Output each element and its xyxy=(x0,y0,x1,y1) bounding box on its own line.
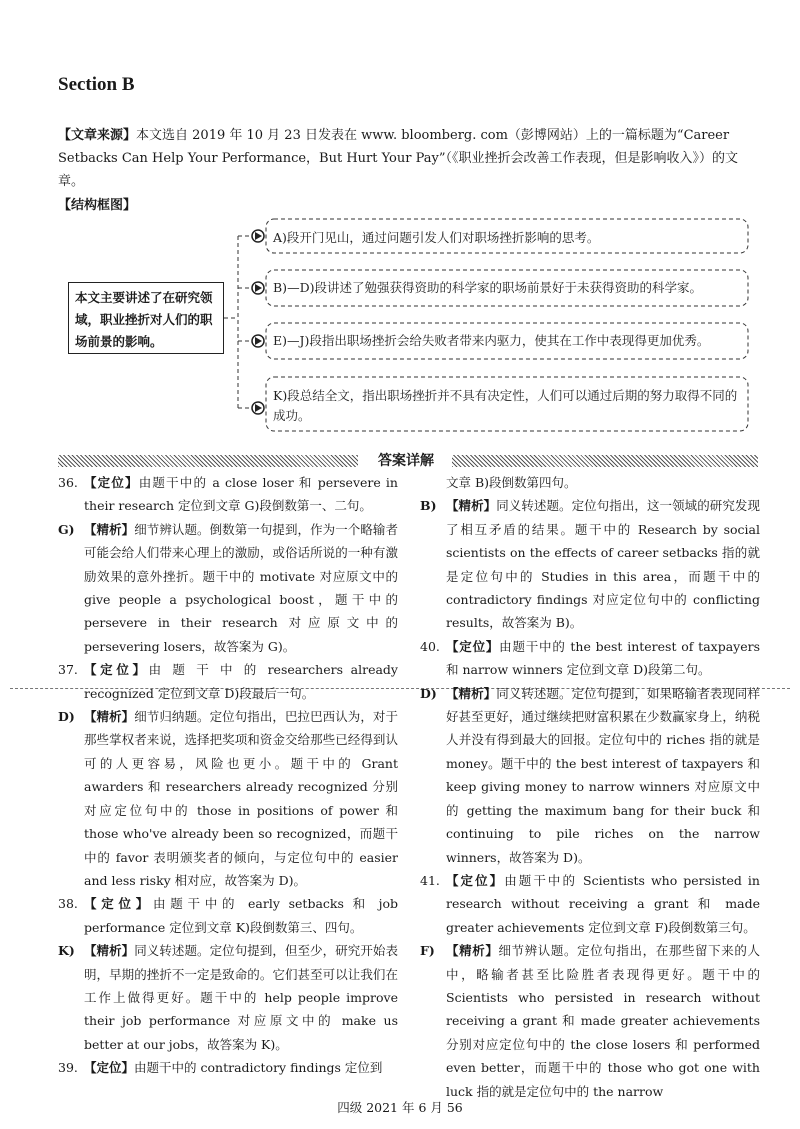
header-hatch-left xyxy=(58,455,358,467)
branch-b-d: B)—D)段讲述了勉强获得资助的科学家的职场前景好于未获得资助的科学家。 xyxy=(273,280,702,295)
answer-item: 38. 【定位】由题干中的 early setbacks 和 job performance 定位到文章 K)段倒数第三、四句。 xyxy=(58,896,398,935)
right-column xyxy=(420,471,760,1103)
source-label: 【文章来源】 xyxy=(58,128,137,143)
answer-item: 39. 【定位】由题干中的 contradictory findings 定位到 xyxy=(58,1060,383,1076)
answer-item: G) 【精析】细节辨认题。倒数第一句提到，作为一个略输者可能会给人们带来心理上的激励，或俗话所说的一种有激励效果的意外挫折。题干中的 motivate 对应原文中的 give people a psychological boost，题干中的 persevere in their research 对应原文中的 persevering losers，故答案为 G)。 xyxy=(58,521,398,654)
source-text: 本文选自 2019 年 10 月 23 日发表在 www. bloomberg. com（彭博网站）上的一篇标题为“Career Setbacks Can Help Your Performance，But Hurt Your Pay”（《职业挫折会改善工作表现，但是影响收入》）的文章。 xyxy=(58,128,739,189)
answers-header xyxy=(58,452,758,468)
answer-item: D) 【精析】细节归纳题。定位句指出，巴拉巴西认为，对于那些掌权者来说，选择把奖项和资金交给那些已经得到认可的人更容易，风险也更小。题干中的 Grant awarders 和 researchers already recognized 分别对应定位句中的 those in positions of power 和 those who've already been so recognized，而题干中的 favor 表明颁奖者的倾向，与定位句中的 easier and less risky 相对应，故答案为 D)。 xyxy=(58,709,398,888)
branch-a: A)段开门见山，通过问题引发人们对职场挫折影响的思考。 xyxy=(273,230,600,245)
main-idea-box: 本文主要讲述了在研究领域，职业挫折对人们的职场前景的影响。 xyxy=(68,282,224,354)
answer-item: 37. 【定位】由 题 干 中 的 researchers already recognized 定位到文章 D)段最后一句。 xyxy=(58,662,398,701)
answer-item: 文章 B)段倒数第四句。 xyxy=(446,475,577,490)
article-source xyxy=(58,124,758,193)
answer-item: 40. 【定位】由题干中的 the best interest of taxpayers 和 narrow winners 定位到文章 D)段第二句。 xyxy=(420,638,760,678)
header-hatch-right xyxy=(452,455,758,467)
answers-header-title: 答案详解 xyxy=(378,453,434,469)
answer-item: F) 【精析】细节辨认题。定位句指出，在那些留下来的人中，略输者甚至比险胜者表现得更好。题干中的 Scientists who persisted in research without receiving a grant 和 made greater achievements 分别对应定位句中的 the close losers 和 performed even better，而题干中的 those who got one with luck 指的就是定位句中的 the narrow xyxy=(420,943,760,1099)
structure-label: 【结构框图】 xyxy=(58,198,137,213)
answer-item: D) 【精析】同义转述题。定位句提到，如果略输者表现同样好甚至更好，通过继续把财富积累在少数赢家身上，纳税人并没有得到最大的回报。定位句中的 riches 指的就是 money。题干中的 the best interest of taxpayers 和 keep giving money to narrow winners 对应原文中的 getting the maximum bang for their buck 和 continuing to pile riches on the narrow winners，故答案为 D)。 xyxy=(420,685,760,865)
page-footer: 四级 2021 年 6 月 56 xyxy=(337,1100,463,1115)
answer-item: 36. 【定位】由题干中的 a close loser 和 persevere in their research 定位到文章 G)段倒数第一、二句。 xyxy=(58,475,398,514)
answer-item: B) 【精析】同义转述题。定位句指出，这一领域的研究发现了相互矛盾的结果。题干中的 Research by social scientists on the effects of career setbacks 指的就是定位句中的 Studies in this area，而题干中的 contradictory findings 对应定位句中的 conflicting results，故答案为 B)。 xyxy=(420,498,760,631)
branch-e-j: E)—J)段指出职场挫折会给失败者带来内驱力，使其在工作中表现得更加优秀。 xyxy=(273,333,710,348)
structure-diagram xyxy=(0,0,800,440)
answer-item: K) 【精析】同义转述题。定位句提到，但至少，研究开始表明，早期的挫折不一定是致命的。它们甚至可以让我们在工作上做得更好。题干中的 help people improve their job performance 对应原文中的 make us better at our jobs，故答案为 K)。 xyxy=(58,943,398,1052)
section-title: Section B xyxy=(58,74,135,95)
left-column xyxy=(58,471,398,1080)
answer-item: 41. 【定位】由题干中的 Scientists who persisted in research without receiving a grant 和 made greater achievements 定位到文章 F)段倒数第三句。 xyxy=(420,872,760,935)
branch-k: K)段总结全文，指出职场挫折并不具有决定性，人们可以通过后期的努力取得不同的成功。 xyxy=(273,388,738,423)
